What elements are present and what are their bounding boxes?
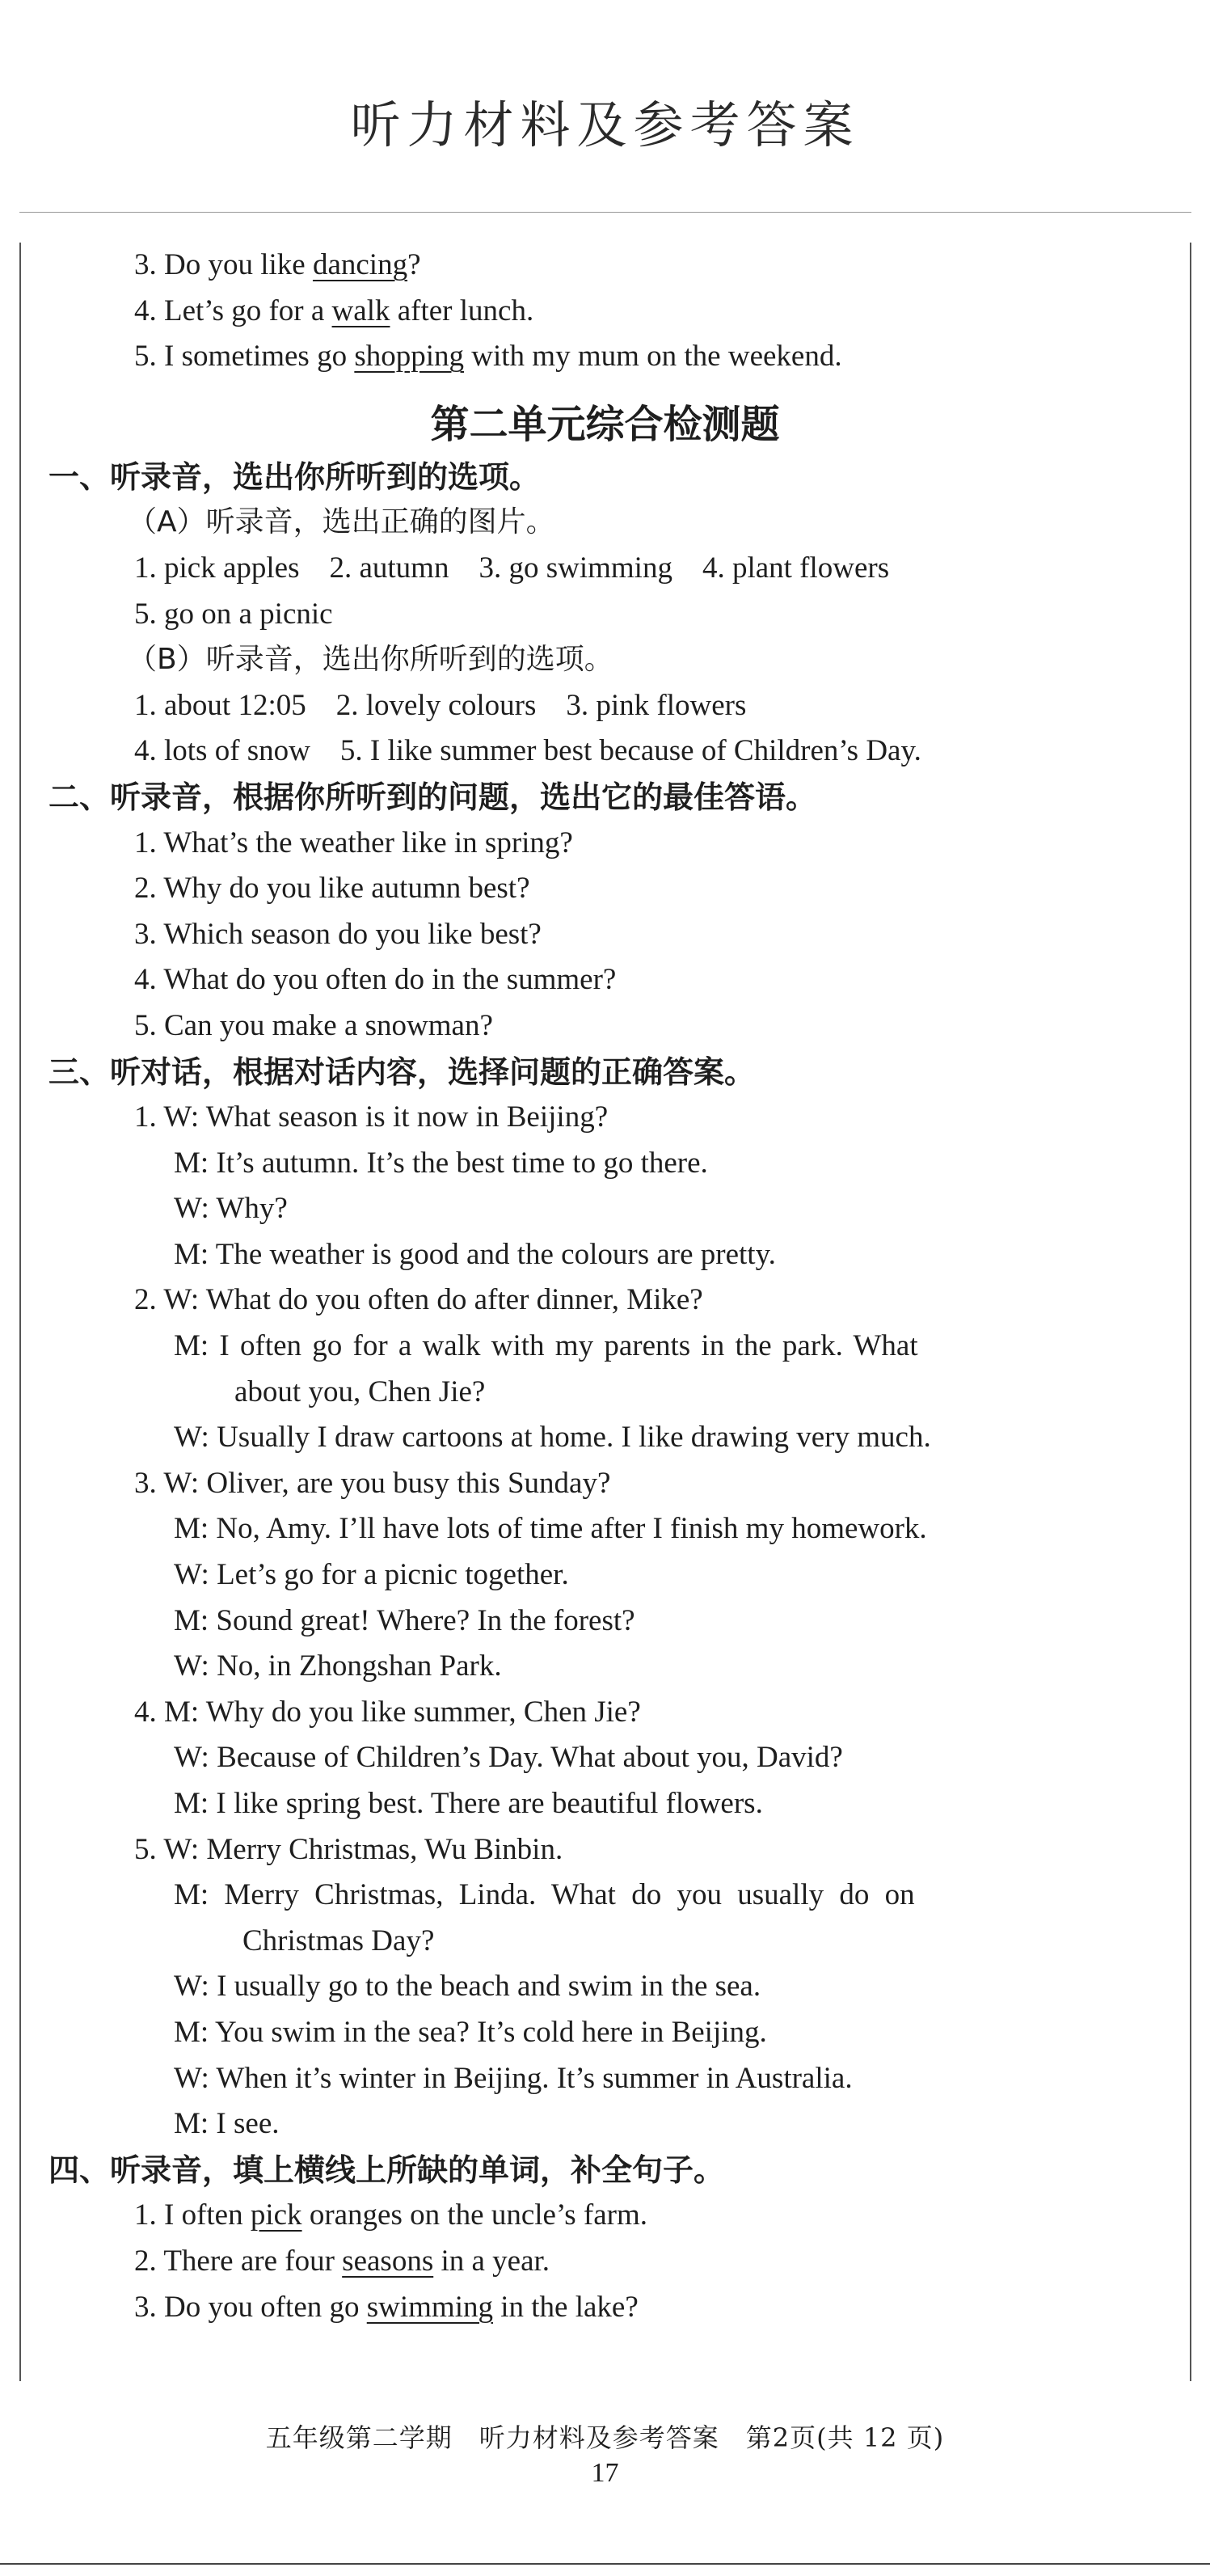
section-heading-1: 一、听录音，选出你所听到的选项。 bbox=[48, 458, 541, 495]
option-line: 5. go on a picnic bbox=[134, 597, 333, 631]
question-line: 5. Can you make a snowman? bbox=[134, 1008, 493, 1042]
dialogue-line: M: I like spring best. There are beautiful flowers. bbox=[174, 1787, 763, 1820]
dialogue-line: M: Merry Christmas, Linda. What do you usually do on bbox=[174, 1878, 915, 1912]
dialogue-line: Christmas Day? bbox=[242, 1924, 435, 1957]
option-line: 1. pick apples 2. autumn 3. go swimming 4. plant flowers bbox=[134, 551, 890, 585]
dialogue-line: M: No, Amy. I’ll have lots of time after I finish my homework. bbox=[174, 1512, 927, 1546]
answer-word: seasons bbox=[342, 2244, 434, 2278]
answer-word: dancing bbox=[312, 248, 408, 281]
page-content bbox=[48, 243, 1156, 2330]
subsection-label-b: （B）听录音，选出你所听到的选项。 bbox=[128, 643, 613, 677]
question-line: 2. Why do you like autumn best? bbox=[134, 872, 530, 906]
fill-blank-line: 3. Do you often go swimming in the lake? bbox=[134, 2290, 639, 2324]
dialogue-line: W: When it’s winter in Beijing. It’s summer in Australia. bbox=[174, 2061, 853, 2095]
question-line: 1. What’s the weather like in spring? bbox=[134, 826, 573, 859]
dialogue-line: W: Let’s go for a picnic together. bbox=[174, 1558, 569, 1592]
section-heading-3: 三、听对话，根据对话内容，选择问题的正确答案。 bbox=[48, 1054, 756, 1090]
frame-right-rule bbox=[1190, 243, 1191, 2381]
page-number: 17 bbox=[591, 2458, 619, 2488]
answer-word: shopping bbox=[354, 340, 465, 374]
dialogue-line: M: It’s autumn. It’s the best time to go there. bbox=[174, 1146, 708, 1180]
answer-line: 3. Do you like dancing? bbox=[134, 248, 421, 281]
section-heading-4: 四、听录音，填上横线上所缺的单词，补全句子。 bbox=[48, 2152, 725, 2188]
answer-word: walk bbox=[331, 293, 390, 327]
dialogue-line: W: I usually go to the beach and swim in the sea. bbox=[174, 1970, 761, 2004]
dialogue-line: 3. W: Oliver, are you busy this Sunday? bbox=[134, 1466, 611, 1500]
section-heading-2: 二、听录音，根据你所听到的问题，选出它的最佳答语。 bbox=[48, 779, 817, 815]
question-line: 3. Which season do you like best? bbox=[134, 917, 542, 951]
dialogue-line: 2. W: What do you often do after dinner, Mike? bbox=[134, 1283, 703, 1317]
dialogue-line: M: I often go for a walk with my parents in the park. What bbox=[174, 1329, 918, 1363]
dialogue-line: M: I see. bbox=[174, 2107, 280, 2141]
fill-blank-line: 1. I often pick oranges on the uncle’s farm. bbox=[134, 2198, 647, 2232]
option-line: 4. lots of snow 5. I like summer best because of Children’s Day. bbox=[134, 734, 921, 768]
answer-word: swimming bbox=[366, 2290, 493, 2324]
option-line: 1. about 12:05 2. lovely colours 3. pink flowers bbox=[134, 688, 747, 722]
answer-word: pick bbox=[250, 2198, 302, 2232]
unit-title: 第二单元综合检测题 bbox=[430, 401, 780, 447]
subsection-label-a: （A）听录音，选出正确的图片。 bbox=[128, 505, 555, 539]
page-footer: 五年级第二学期 听力材料及参考答案 第2页(共 12 页) bbox=[265, 2422, 945, 2453]
answer-line: 4. Let’s go for a walk after lunch. bbox=[134, 293, 534, 327]
dialogue-line: W: No, in Zhongshan Park. bbox=[174, 1649, 502, 1683]
dialogue-line: 1. W: What season is it now in Beijing? bbox=[134, 1100, 609, 1134]
dialogue-line: about you, Chen Jie? bbox=[234, 1375, 486, 1408]
dialogue-line: W: Why? bbox=[174, 1192, 288, 1226]
answer-line: 5. I sometimes go shopping with my mum on the weekend. bbox=[134, 340, 842, 374]
frame-left-rule bbox=[19, 243, 21, 2381]
page-title: 听力材料及参考答案 bbox=[350, 95, 860, 154]
fill-blank-line: 2. There are four seasons in a year. bbox=[134, 2244, 550, 2278]
frame-top-rule bbox=[19, 212, 1191, 213]
dialogue-line: M: The weather is good and the colours are pretty. bbox=[174, 1237, 776, 1271]
dialogue-line: 4. M: Why do you like summer, Chen Jie? bbox=[134, 1695, 641, 1729]
dialogue-line: 5. W: Merry Christmas, Wu Binbin. bbox=[134, 1832, 563, 1866]
dialogue-line: M: Sound great! Where? In the forest? bbox=[174, 1603, 635, 1637]
bottom-rule bbox=[0, 2563, 1210, 2565]
dialogue-line: W: Because of Children’s Day. What about you, David? bbox=[174, 1741, 843, 1775]
question-line: 4. What do you often do in the summer? bbox=[134, 963, 617, 997]
dialogue-line: M: You swim in the sea? It’s cold here in Beijing. bbox=[174, 2015, 767, 2049]
dialogue-line: W: Usually I draw cartoons at home. I like drawing very much. bbox=[174, 1421, 931, 1455]
